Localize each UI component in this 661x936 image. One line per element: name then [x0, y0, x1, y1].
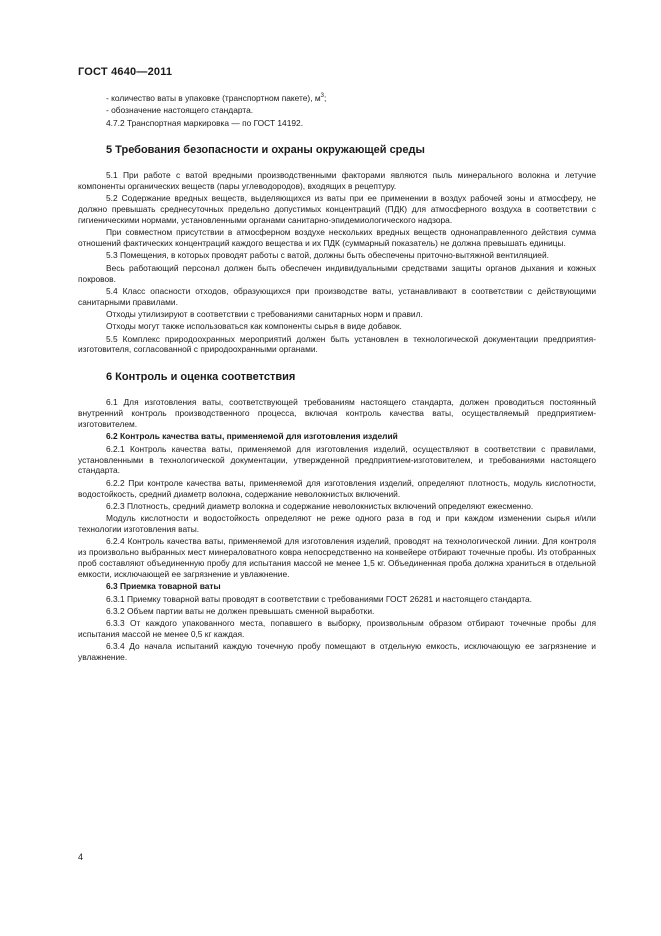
paragraph: Отходы могут также использоваться как компоненты сырья в виде добавок. [106, 321, 402, 332]
subsection-6-3-heading: 6.3 Приемка товарной ваты [106, 580, 221, 591]
paragraph: При совместном присутствии в атмосферном воздухе нескольких вредных веществ однонаправленного действия сумма отношений фактических концентраций каждого вещества и их ПДК (суммарный показатель) не должна превышать единицы. [78, 227, 596, 249]
section-6-heading: 6 Контроль и оценка соответствия [106, 371, 296, 384]
page-number: 4 [78, 852, 84, 862]
paragraph: 5.3 Помещения, в которых проводят работы с ватой, должны быть обеспечены приточно-вытяжной вентиляцией. [106, 250, 549, 261]
paragraph: 5.5 Комплекс природоохранных мероприятий должен быть установлен в технологической документации предприятия-изготовителя, согласованной с природоохранными органами. [78, 333, 596, 355]
list-item: 4.7.2 Транспортная маркировка — по ГОСТ 14192. [106, 117, 304, 128]
paragraph: 6.2.1 Контроль качества ваты, применяемой для изготовления изделий, осуществляют в соответствии с правилами, установленными в технологической документации, утвержденной предприятием-изготовителем, и требованиями настоящего стандарта. [78, 443, 596, 476]
paragraph: Отходы утилизируют в соответствии с требованиями санитарных норм и правил. [106, 308, 423, 319]
unit-superscript: 3 [320, 93, 324, 100]
paragraph: 6.1 Для изготовления ваты, соответствующей требованиям настоящего стандарта, должен проводиться постоянный внутренний контроль производственного процесса, включая контроль качества ваты, осуществляемый предприятием-изготовителем. [78, 397, 596, 429]
paragraph: 6.3.3 От каждого упакованного места, попавшего в выборку, произвольным образом отбирают точечные пробы для испытания массой не менее 0,5 кг каждая. [78, 618, 596, 640]
paragraph: 5.1 При работе с ватой вредными производственными факторами являются пыль минерального волокна и летучие компоненты органических веществ (пары углеводородов), входящих в рецептуру. [78, 170, 596, 192]
paragraph: 5.2 Содержание вредных веществ, выделяющихся из ваты при ее применении в воздух рабочей зоны и атмосферу, не должно превышать среднесуточных предельно допустимых концентраций (ПДК) для атмосферного воздуха в соответствии с гигиеническими нормами, установленными органами санитарно-эпидемиологического надзора. [78, 193, 596, 226]
section-5-heading: 5 Требования безопасности и охраны окружающей среды [106, 144, 425, 157]
paragraph: 5.4 Класс опасности отходов, образующихся при производстве ваты, устанавливают в соответствии с действующими санитарными правилами. [78, 285, 596, 307]
subsection-6-2-heading: 6.2 Контроль качества ваты, применяемой для изготовления изделий [106, 431, 398, 442]
paragraph: 6.3.4 До начала испытаний каждую точечную пробу помещают в отдельную емкость, исключающую ее загрязнение и увлажнение. [78, 641, 596, 663]
paragraph: Весь работающий персонал должен быть обеспечен индивидуальными средствами защиты органов дыхания и кожных покровов. [78, 262, 596, 284]
page-content [78, 93, 596, 664]
list-item-text: - количество ваты в упаковке (транспортном пакете), м [106, 93, 321, 103]
paragraph: 6.2.4 Контроль качества ваты, применяемой для изготовления изделий, проводят на технологической линии. Для контроля из произвольно выбранных мест минераловатного ковра непосредственно на конвейере отбирают точечные пробы. Из отобранных проб составляют объединенную пробу для испытания массой не менее 1,5 кг. Объединенная проба должна храниться в отдельной емкости, исключающей ее загрязнение и увлажнение. [78, 536, 596, 579]
paragraph: 6.3.1 Приемку товарной ваты проводят в соответствии с требованиями ГОСТ 26281 и настоящего стандарта. [106, 593, 533, 604]
document-header: ГОСТ 4640—2011 [78, 66, 173, 78]
list-item: - обозначение настоящего стандарта. [106, 105, 254, 116]
paragraph: 6.3.2 Объем партии ваты не должен превышать сменной выработки. [106, 605, 375, 616]
paragraph: 6.2.3 Плотность, средний диаметр волокна и содержание неволокнистых включений определяют ежесменно. [106, 500, 534, 511]
list-item [78, 93, 596, 104]
list-item-tail: ; [323, 93, 327, 103]
paragraph: Модуль кислотности и водостойкость определяют не реже одного раза в год и при каждом изменении сырья и/или технологии изготовления ваты. [78, 513, 596, 534]
paragraph: 6.2.2 При контроле качества ваты, применяемой для изготовления изделий, определяют плотность, модуль кислотности, водостойкость, средний диаметр волокна, содержание неволокнистых включений. [78, 477, 596, 499]
